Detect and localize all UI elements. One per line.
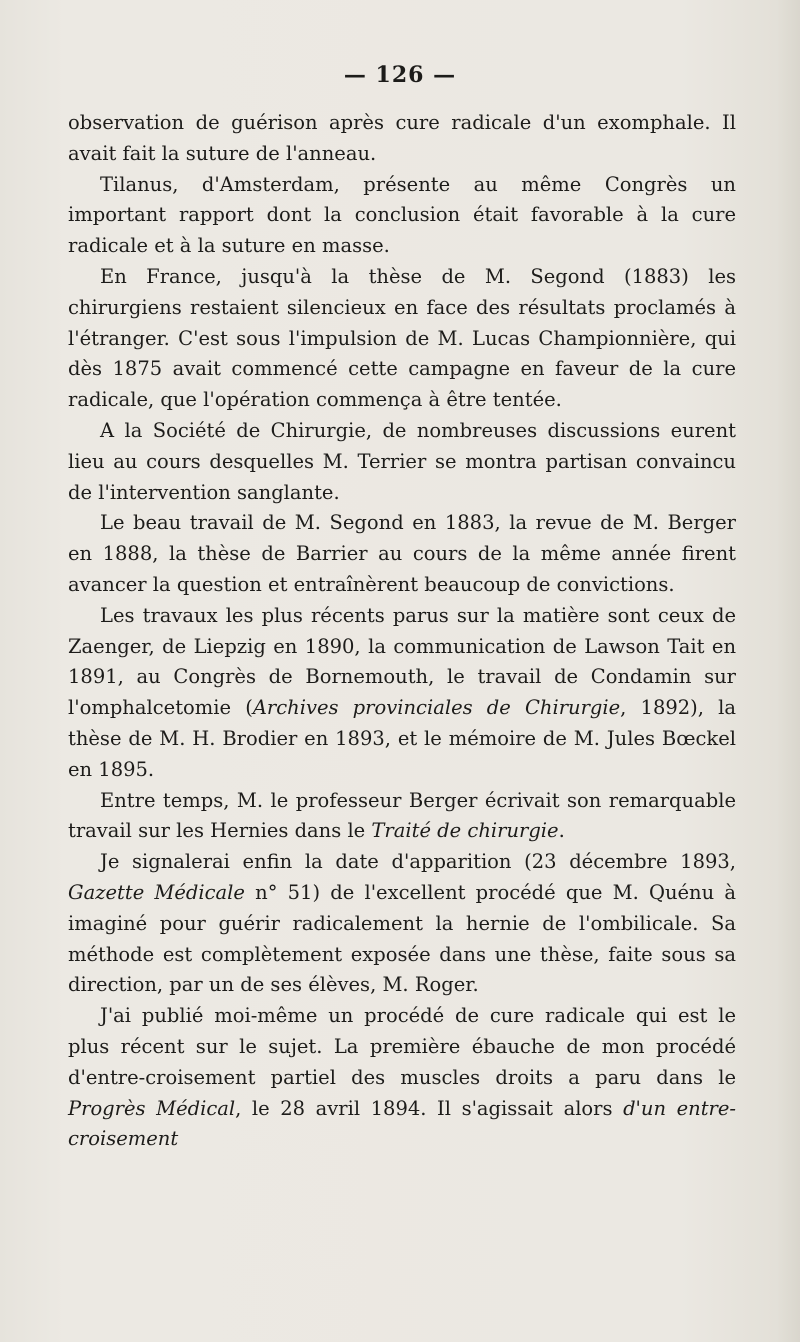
paragraph-7: [68, 786, 736, 848]
paragraph-7-italic: Traité de chirurgie: [371, 819, 559, 843]
paragraph-1: observation de guérison après cure radicale d'un exomphale. Il avait fait la suture de l'anneau.: [68, 111, 736, 165]
paragraph-8-italic: Gazette Médicale: [68, 880, 245, 904]
paragraph-6: [68, 601, 736, 786]
paragraph-9-italic-2: d'un entre-croisement: [68, 1096, 736, 1151]
paragraph-8: [68, 847, 736, 1001]
paragraph-2: Tilanus, d'Amsterdam, présente au même Congrès un important rapport dont la conclusion était favorable à la cure radicale et à la suture en masse.: [68, 172, 736, 258]
paragraph-8-text-b: n° 51) de l'excellent procédé que M. Quénu à imaginé pour guérir radicalement la hernie de l'ombilicale. Sa méthode est complètement exposée dans une thèse, faite sous sa direction, par un de ses élèves, M. Roger.: [68, 880, 736, 997]
page-number-header: — 126 —: [343, 62, 457, 88]
paragraph-6-text-b: , 1892), la thèse de M. H. Brodier en 1893, et le mémoire de M. Jules Bœckel en 1895.: [68, 696, 737, 781]
paragraph-7-text-b: .: [558, 819, 565, 843]
paragraph-6-text-a: Les travaux les plus récents parus sur la matière sont ceux de Zaenger, de Liepzig en 1890, la communication de Lawson Tait en 1891, au Congrès de Bornemouth, le travail de Condamin sur l'omphalcetomie (: [68, 603, 736, 720]
paragraph-4: A la Société de Chirurgie, de nombreuses discussions eurent lieu au cours desquelles M. Terrier se montra partisan convaincu de l'intervention sanglante.: [68, 418, 736, 504]
body-text: [68, 108, 736, 1155]
paragraph-6-italic: Archives provinciales de Chirurgie: [252, 696, 621, 720]
paragraph-3: En France, jusqu'à la thèse de M. Segond (1883) les chirurgiens restaient silencieux en face des résultats proclamés à l'étranger. C'est sous l'impulsion de M. Lucas Championnière, qui dès 1875 avait commencé cette campagne en faveur de la cure radicale, que l'opération commença à être tentée.: [68, 264, 736, 412]
paragraph-5: Le beau travail de M. Segond en 1883, la revue de M. Berger en 1888, la thèse de Barrier au cours de la même année firent avancer la question et entraînèrent beaucoup de convictions.: [68, 511, 736, 596]
paragraph-9-text-a: J'ai publié moi-même un procédé de cure radicale qui est le plus récent sur le sujet. La première ébauche de mon procédé d'entre-croisement partiel des muscles droits a paru dans le: [68, 1004, 736, 1089]
paragraph-7-text-a: Entre temps, M. le professeur Berger écrivait son remarquable travail sur les Hernies dans le: [68, 788, 736, 843]
paragraph-8-text-a: Je signalerai enfin la date d'apparition (23 décembre 1893,: [100, 850, 736, 874]
paragraph-9-italic-1: Progrès Médical: [68, 1096, 236, 1120]
paragraph-9-text-b: , le 28 avril 1894. Il s'agissait alors: [235, 1096, 624, 1120]
paragraph-9: [68, 1001, 736, 1155]
